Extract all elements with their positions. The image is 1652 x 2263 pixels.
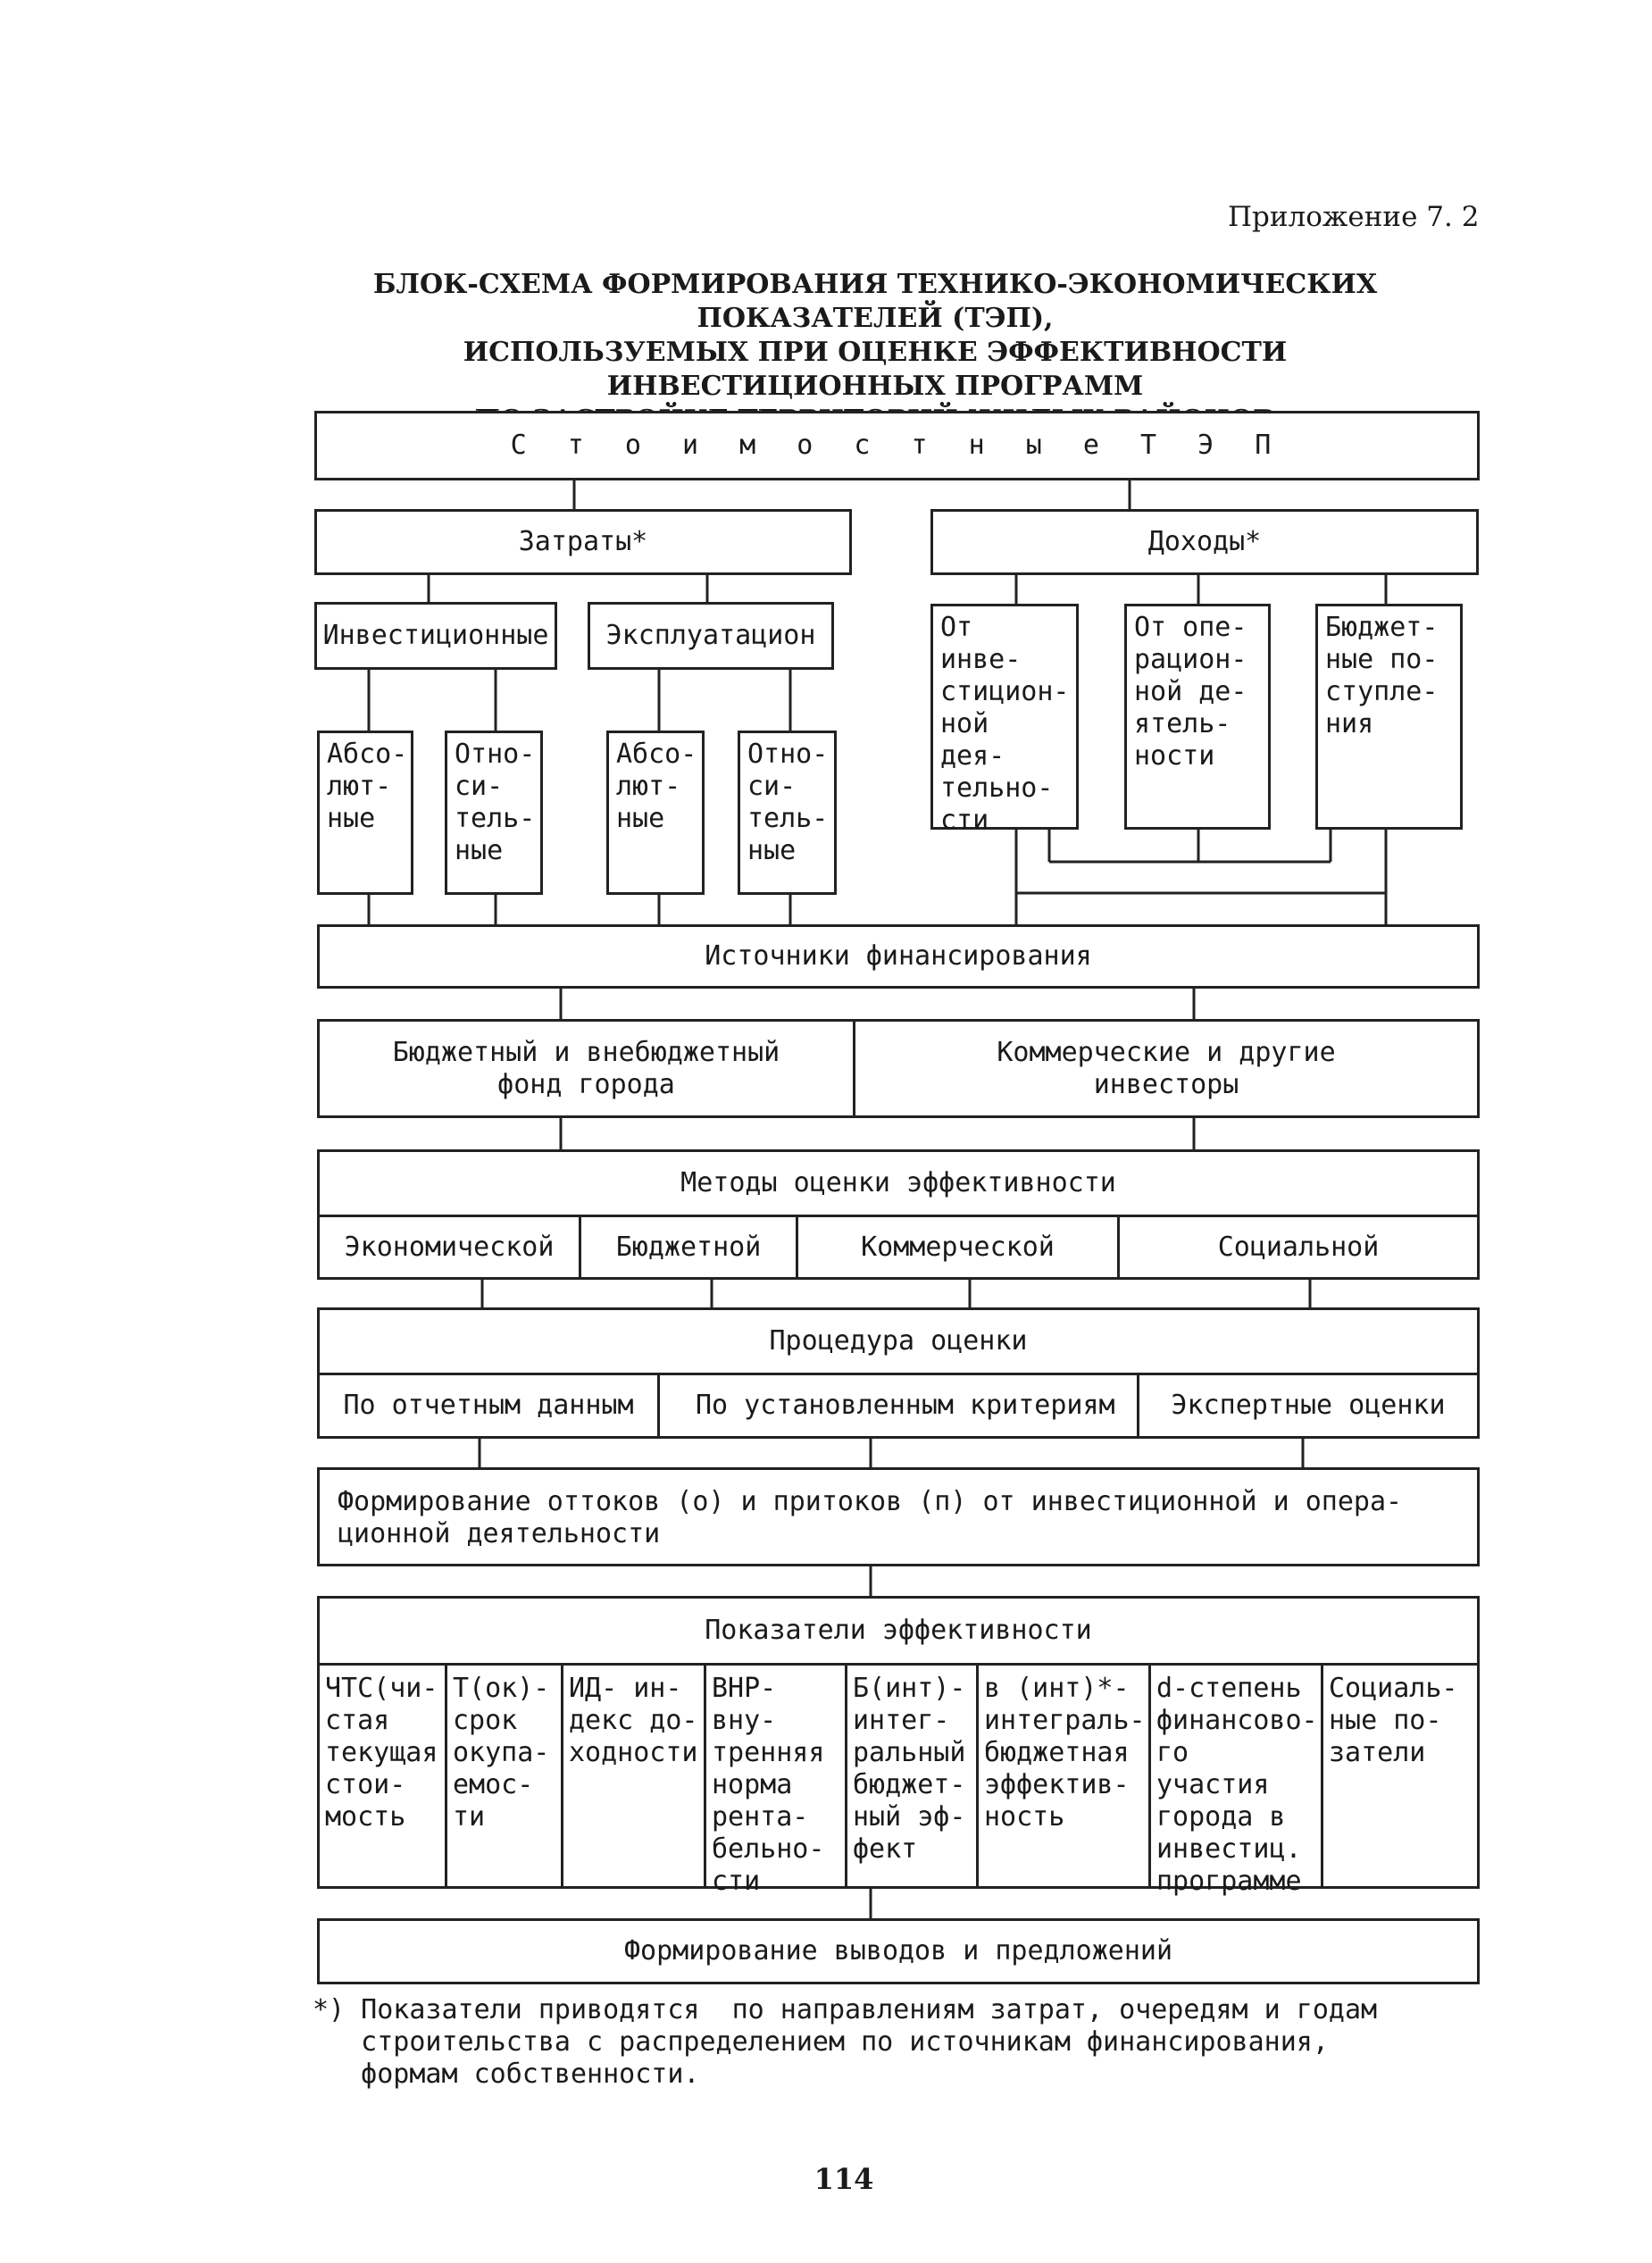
indicators-title: Показатели эффективности: [705, 1615, 1092, 1646]
inv-relative-box: Отно- си- тель- ные: [445, 731, 543, 895]
methods-row: [320, 1215, 1477, 1280]
procedure-expert-estimates: Экспертные оценки: [1171, 1390, 1446, 1421]
page-title: БЛОК-СХЕМА ФОРМИРОВАНИЯ ТЕХНИКО-ЭКОНОМИЧЕСКИХ ПОКАЗАТЕЛЕЙ (ТЭП), ИСПОЛЬЗУЕМЫХ ПРИ ОЦЕНКЕ ЭФФЕКТИВНОСТИ ИНВЕСТИЦИОННЫХ ПРОГРАММ: [372, 269, 1378, 402]
procedure-reported-data: По отчетным данным: [343, 1390, 634, 1421]
indicator-irr: ВНР-вну- тренняя норма рента- бельно- сти: [712, 1673, 825, 1897]
procedure-title: Процедура оценки: [769, 1325, 1028, 1357]
method-commercial: Коммерческой: [861, 1231, 1055, 1263]
indicator-budget-efficiency: в (инт)*- интеграль- бюджетная эффектив- ность: [984, 1673, 1146, 1833]
indicator-profitability-index: ИД- ин- декс до- ходности: [569, 1673, 698, 1768]
income-investment-box: От инве- стицион- ной дея- тельно- сти: [930, 604, 1079, 830]
funding-split-box: [317, 1019, 1480, 1118]
indicator-social: Социаль- ные по- затели: [1329, 1673, 1458, 1768]
operational-costs-box: Эксплуатацион: [588, 602, 834, 670]
method-budget: Бюджетной: [615, 1231, 762, 1263]
incomes-box: Доходы*: [930, 509, 1479, 575]
page-number: 114: [813, 2162, 874, 2196]
methods-title: Методы оценки эффективности: [680, 1167, 1116, 1198]
conclusions-box: Формирование выводов и предложений: [317, 1918, 1480, 1984]
procedure-row: [320, 1373, 1477, 1439]
inv-absolute-box: Абсо- лют- ные: [317, 731, 413, 895]
op-relative-box: Отно- си- тель- ные: [738, 731, 837, 895]
commercial-investors-cell: Коммерческие и другие инвесторы: [997, 1036, 1336, 1100]
footnote: *) Показатели приводятся по направлениям затрат, очередям и годам строительства с распределением по источникам финансирования, формам собственности.: [313, 1994, 1378, 2090]
investment-costs-box: Инвестиционные: [314, 602, 557, 670]
city-fund-cell: Бюджетный и внебюджетный фонд города: [392, 1036, 780, 1100]
costs-box: Затраты*: [314, 509, 852, 575]
method-social: Социальной: [1217, 1231, 1380, 1263]
methods-box: [317, 1149, 1480, 1280]
flows-box: Формирование оттоков (о) и притоков (п) от инвестиционной и опера- ционной деятельности: [317, 1467, 1480, 1566]
indicator-city-participation: d-степень финансово- го участия города в инвестиц. программе: [1156, 1673, 1318, 1897]
budget-revenue-box: Бюджет- ные по- ступле- ния: [1315, 604, 1463, 830]
procedure-established-criteria: По установленным критериям: [696, 1390, 1115, 1421]
indicators-row: [320, 1663, 1477, 1897]
income-operational-box: От опе- рацион- ной де- ятель- ности: [1124, 604, 1271, 830]
cost-tep-box: С т о и м о с т н ы е Т Э П: [314, 411, 1480, 480]
funding-sources-box: Источники финансирования: [317, 924, 1480, 989]
indicator-budget-effect: Б(инт)- интег- ральный бюджет- ный эф- фект: [853, 1673, 966, 1865]
indicator-npv: ЧТС(чи- стая текущая стои- мость: [325, 1673, 438, 1833]
method-economic: Экономической: [344, 1231, 555, 1263]
indicator-payback: Т(ок)- срок окупа- емос- ти: [453, 1673, 550, 1833]
procedure-box: [317, 1307, 1480, 1439]
appendix-label: Приложение 7. 2: [1228, 201, 1480, 233]
indicators-box: [317, 1596, 1480, 1897]
op-absolute-box: Абсо- лют- ные: [606, 731, 705, 895]
